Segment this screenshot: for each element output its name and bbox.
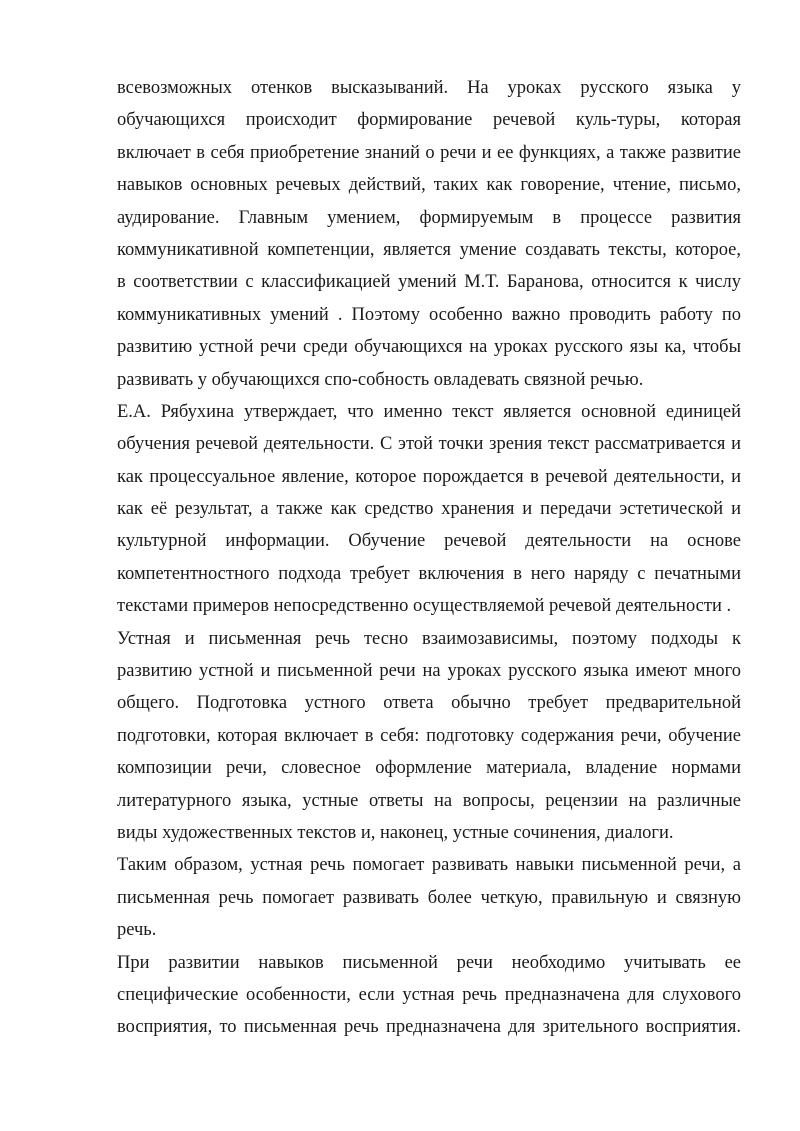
text-line: развитию устной и письменной речи на уроках русского языка имеют много	[117, 661, 741, 682]
text-line: как её результат, а также как средство хранения и передачи эстетической и	[117, 499, 741, 520]
text-line: Е.А. Рябухина утверждает, что именно текст является основной единицей	[117, 401, 741, 422]
text-line: специфические особенности, если устная речь предназначена для слухового	[117, 984, 741, 1005]
document-page	[117, 72, 741, 1044]
text-line: письменная речь помогает развивать более четкую, правильную и связную	[117, 887, 741, 908]
text-line: развивать у обучающихся спо-собность овладевать связной речью.	[117, 369, 644, 390]
text-line: При развитии навыков письменной речи необходимо учитывать ее	[117, 952, 741, 973]
text-line: виды художественных текстов и, наконец, устные сочинения, диалоги.	[117, 822, 674, 843]
text-line: аудирование. Главным умением, формируемым в процессе развития	[117, 207, 741, 228]
text-line: как процессуальное явление, которое порождается в речевой деятельности, и	[117, 466, 741, 487]
text-line: Таким образом, устная речь помогает развивать навыки письменной речи, а	[117, 855, 741, 876]
text-line: навыков основных речевых действий, таких как говорение, чтение, письмо,	[117, 175, 741, 196]
text-line: включает в себя приобретение знаний о речи и ее функциях, а также развитие	[117, 142, 741, 163]
text-line: подготовки, которая включает в себя: подготовку содержания речи, обучение	[117, 725, 741, 746]
text-line: речь.	[117, 920, 157, 941]
text-line: коммуникативной компетенции, является умение создавать тексты, которое,	[117, 239, 741, 260]
text-line: литературного языка, устные ответы на вопросы, рецензии на различные	[117, 790, 741, 811]
paragraph	[117, 623, 741, 850]
text-line: общего. Подготовка устного ответа обычно требует предварительной	[117, 693, 741, 714]
text-line: в соответствии с классификацией умений М.Т. Баранова, относится к числу	[117, 272, 741, 293]
text-line: коммуникативных умений . Поэтому особенно важно проводить работу по	[117, 304, 741, 325]
paragraph	[117, 72, 741, 396]
text-line: обучающихся происходит формирование речевой куль-туры, которая	[117, 110, 741, 131]
text-line: культурной информации. Обучение речевой деятельности на основе	[117, 531, 741, 552]
text-line: обучения речевой деятельности. С этой точки зрения текст рассматривается и	[117, 434, 741, 455]
text-line: развитию устной речи среди обучающихся на уроках русского язы ка, чтобы	[117, 337, 741, 358]
text-line: компетентностного подхода требует включения в него наряду с печатными	[117, 563, 741, 584]
paragraph	[117, 396, 741, 623]
text-line: текстами примеров непосредственно осуществляемой речевой деятельности .	[117, 596, 732, 617]
text-line: всевозможных отенков высказываний. На уроках русского языка у	[117, 78, 741, 98]
paragraph	[117, 947, 741, 1044]
text-line: Устная и письменная речь тесно взаимозависимы, поэтому подходы к	[117, 628, 741, 649]
text-line: восприятия, то письменная речь предназначена для зрительного восприятия.	[117, 1017, 741, 1038]
paragraph	[117, 849, 741, 946]
text-line: композиции речи, словесное оформление материала, владение нормами	[117, 758, 741, 779]
